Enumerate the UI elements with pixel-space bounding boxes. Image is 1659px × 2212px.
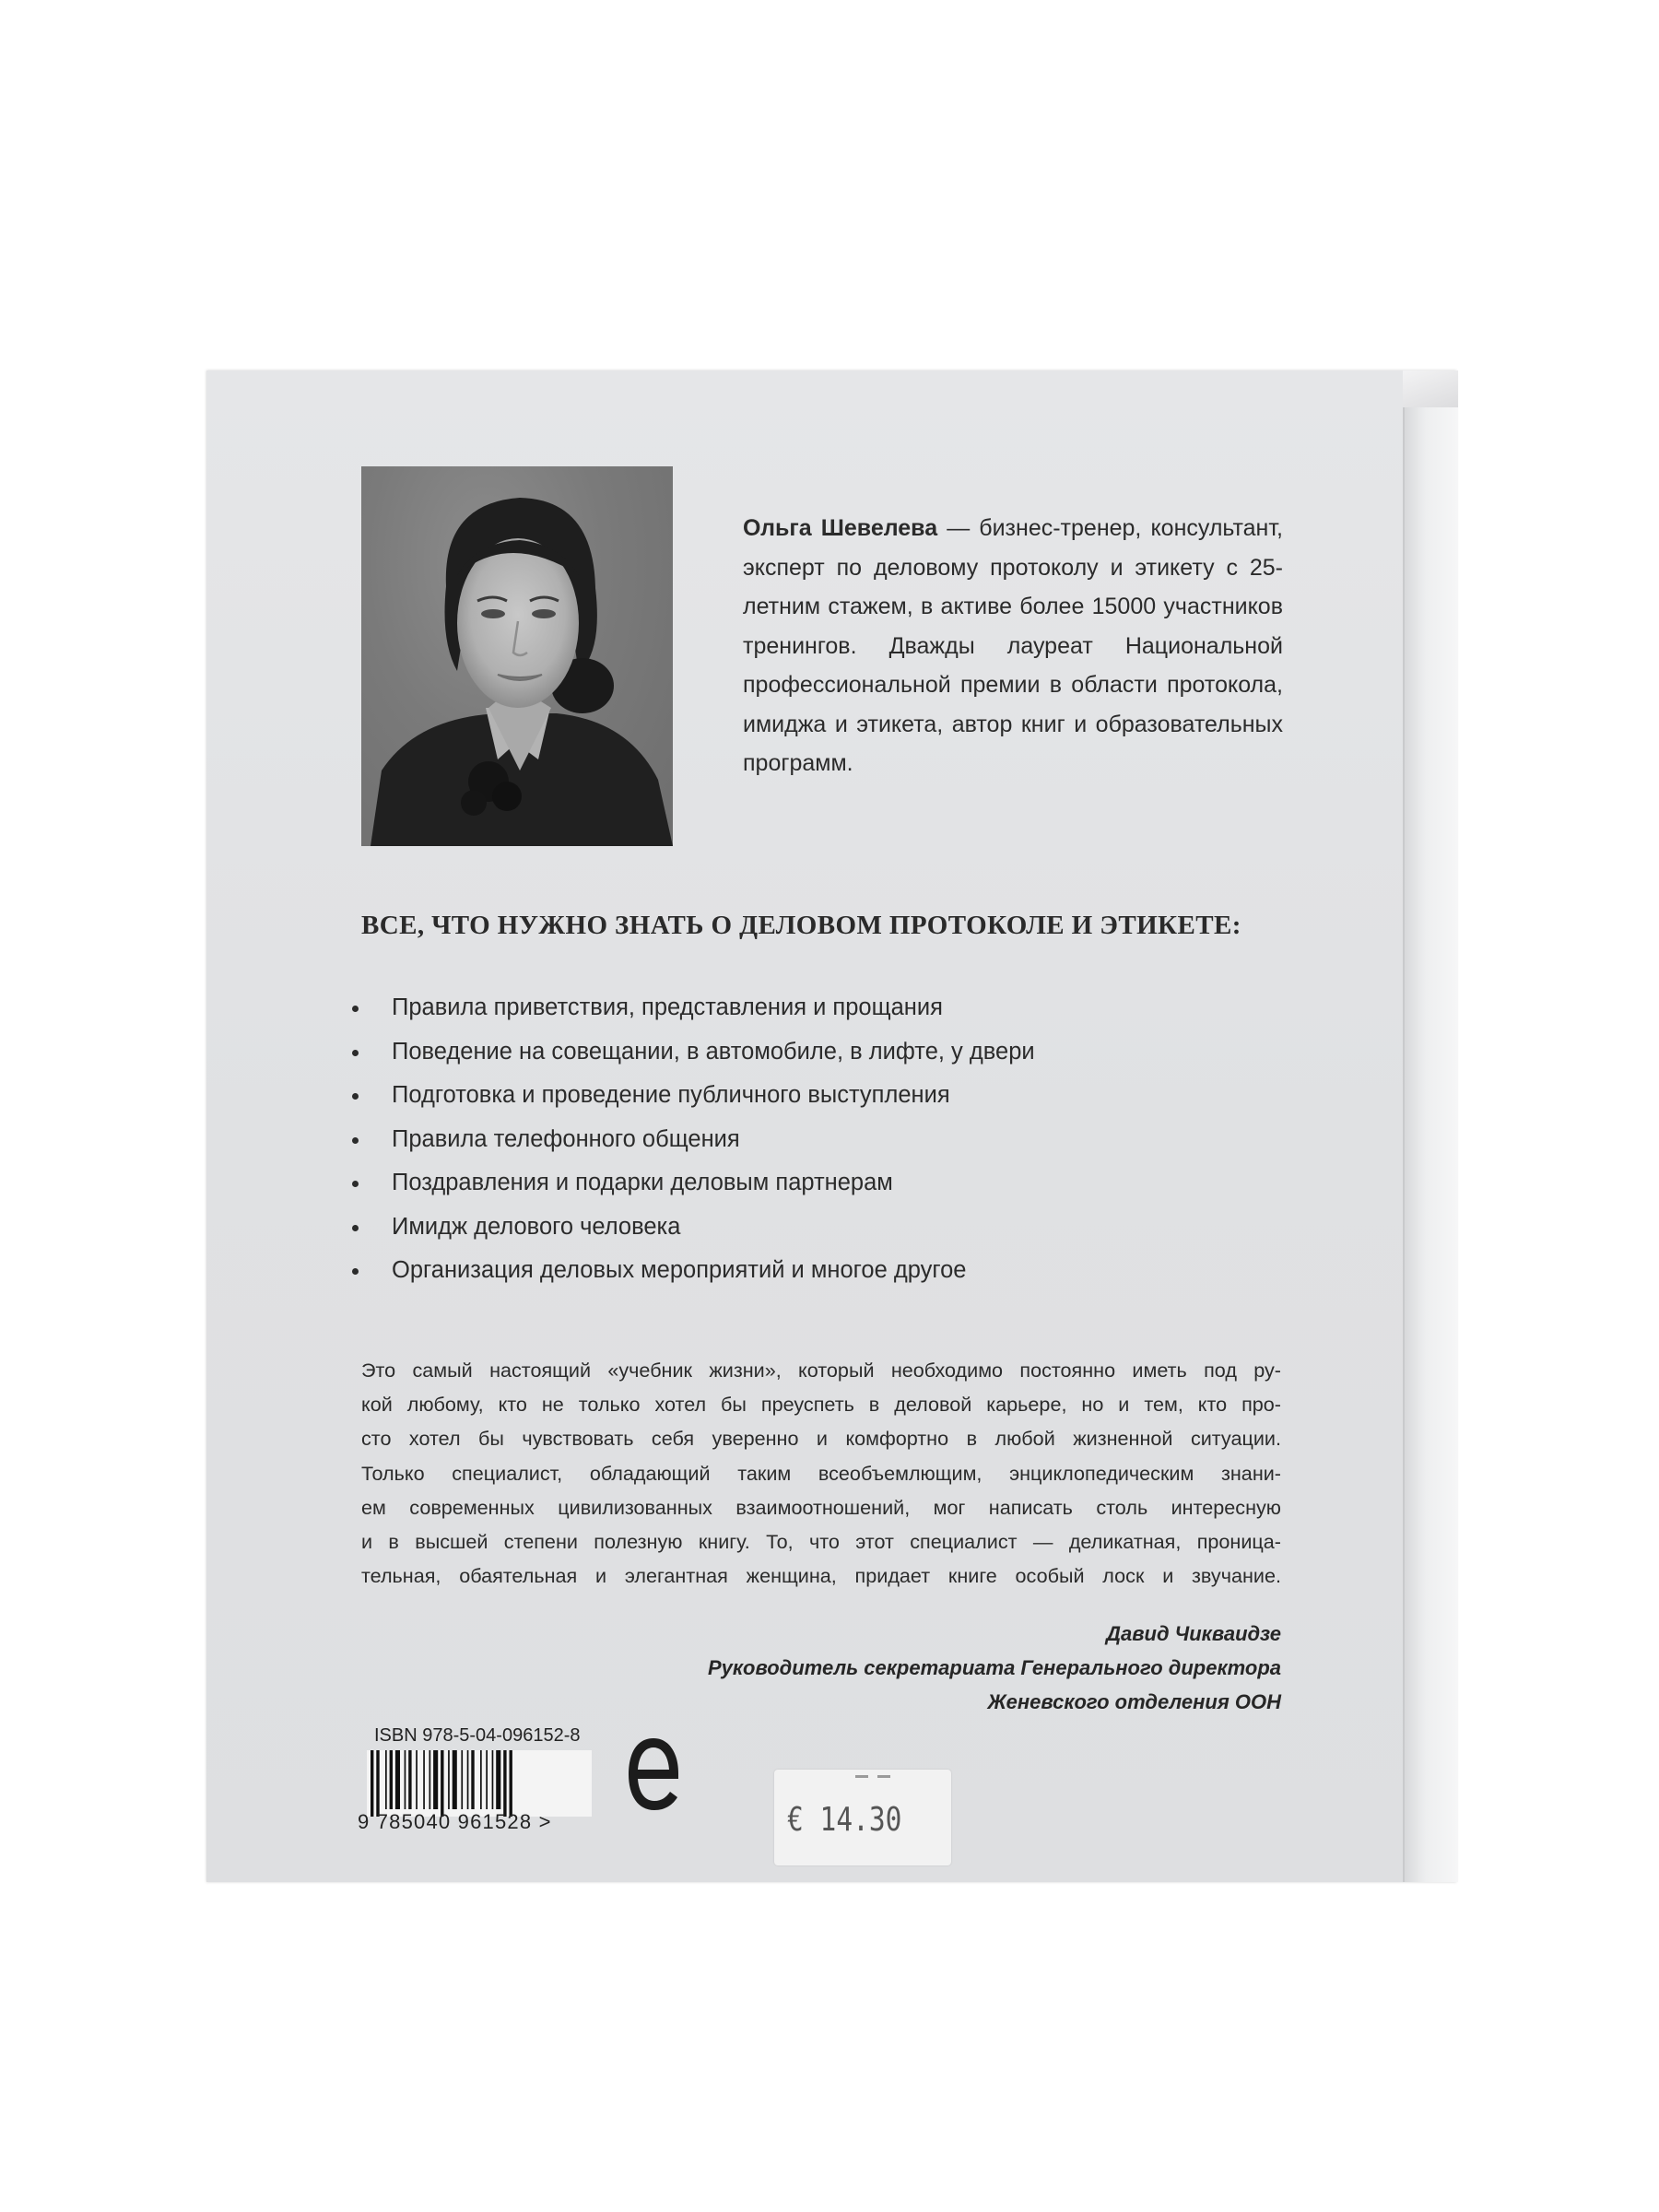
barcode-bar (448, 1750, 450, 1809)
price-sticker (774, 1770, 951, 1865)
barcode-bar (416, 1750, 418, 1809)
eksmo-e-logo-icon (625, 1733, 682, 1816)
feature-list (350, 986, 1272, 1293)
barcode-bar (453, 1750, 457, 1809)
quote-line: и в высшей степени полезную книгу. То, что этот специалист — деликатная, проница- (361, 1530, 1281, 1554)
barcode-bar (371, 1750, 373, 1817)
feature-item: Имидж делового человека (350, 1206, 1272, 1250)
feature-item: Организация деловых мероприятий и многое другое (350, 1249, 1272, 1293)
barcode-digits: 9 785040 961528 > (358, 1810, 552, 1833)
feature-item: Поздравления и подарки деловым партнерам (350, 1161, 1272, 1206)
barcode-bar (429, 1750, 431, 1809)
quote-line: Это самый настоящий «учебник жизни», который необходимо постоянно иметь под ру- (361, 1359, 1281, 1382)
barcode-bar (405, 1750, 406, 1809)
feature-item: Поведение на совещании, в автомобиле, в лифте, у двери (350, 1030, 1272, 1075)
contents-heading: ВСЕ, ЧТО НУЖНО ЗНАТЬ О ДЕЛОВОМ ПРОТОКОЛЕ И ЭТИКЕТЕ: (361, 911, 1241, 940)
barcode (367, 1750, 592, 1817)
reviewer-organization: Женевского отделения ООН (987, 1690, 1281, 1713)
barcode-bar (441, 1750, 443, 1817)
author-name: Ольга Шевелева (743, 515, 938, 541)
barcode-bar (492, 1750, 494, 1809)
barcode-bar (461, 1750, 463, 1809)
quote-line: Только специалист, обладающий таким всеобъемлющим, энциклопедическим знани- (361, 1461, 1281, 1485)
reviewer-name: Давид Чикваидзе (1106, 1622, 1281, 1645)
quote-line: тельная, обаятельная и элегантная женщина, придает книге особый лоск и звучание. (361, 1564, 1281, 1587)
barcode-bar (390, 1750, 393, 1809)
author-bio (743, 509, 1283, 783)
feature-item: Правила телефонного общения (350, 1118, 1272, 1162)
price-label: € 14.30 (787, 1801, 902, 1839)
author-photo (361, 466, 673, 846)
barcode-bar (376, 1750, 379, 1817)
quote-line: ем современных цивилизованных взаимоотношений, мог написать столь интересную (361, 1495, 1281, 1519)
barcode-bar (510, 1750, 512, 1817)
barcode-bar (480, 1750, 482, 1809)
barcode-bar (385, 1750, 387, 1809)
author-bio-text: — бизнес-тренер, консультант, эксперт по деловому протоколу и этикету с 25-летним стажем, в активе более 15000 участников тренингов. Дважды лауреат Национальной профессиональной премии в области протокола, имиджа и этикета, автор книг и образовательных программ. (743, 515, 1283, 776)
barcode-bar (467, 1750, 469, 1809)
barcode-bar (395, 1750, 400, 1809)
isbn-number: ISBN 978-5-04-096152-8 (374, 1725, 581, 1746)
review-quote (361, 1353, 1281, 1559)
feature-item: Правила приветствия, представления и прощания (350, 986, 1272, 1030)
barcode-bar (496, 1750, 500, 1809)
feature-item: Подготовка и проведение публичного выступления (350, 1074, 1272, 1118)
book-spine-top (1403, 371, 1458, 407)
barcode-bar (433, 1750, 438, 1809)
barcode-bar (408, 1750, 411, 1809)
quote-line: кой любому, кто не только хотел бы преуспеть в деловой карьере, но и тем, кто про- (361, 1393, 1281, 1417)
reviewer-role: Руководитель секретариата Генерального директора (707, 1656, 1281, 1679)
barcode-bar (423, 1750, 425, 1809)
barcode-bar (471, 1750, 474, 1809)
book-spine (1403, 371, 1458, 1882)
barcode-bar (486, 1750, 488, 1809)
quote-line: сто хотел бы чувствовать себя уверенно и комфортно в любой жизненной ситуации. (361, 1427, 1281, 1451)
barcode-bar (503, 1750, 506, 1817)
